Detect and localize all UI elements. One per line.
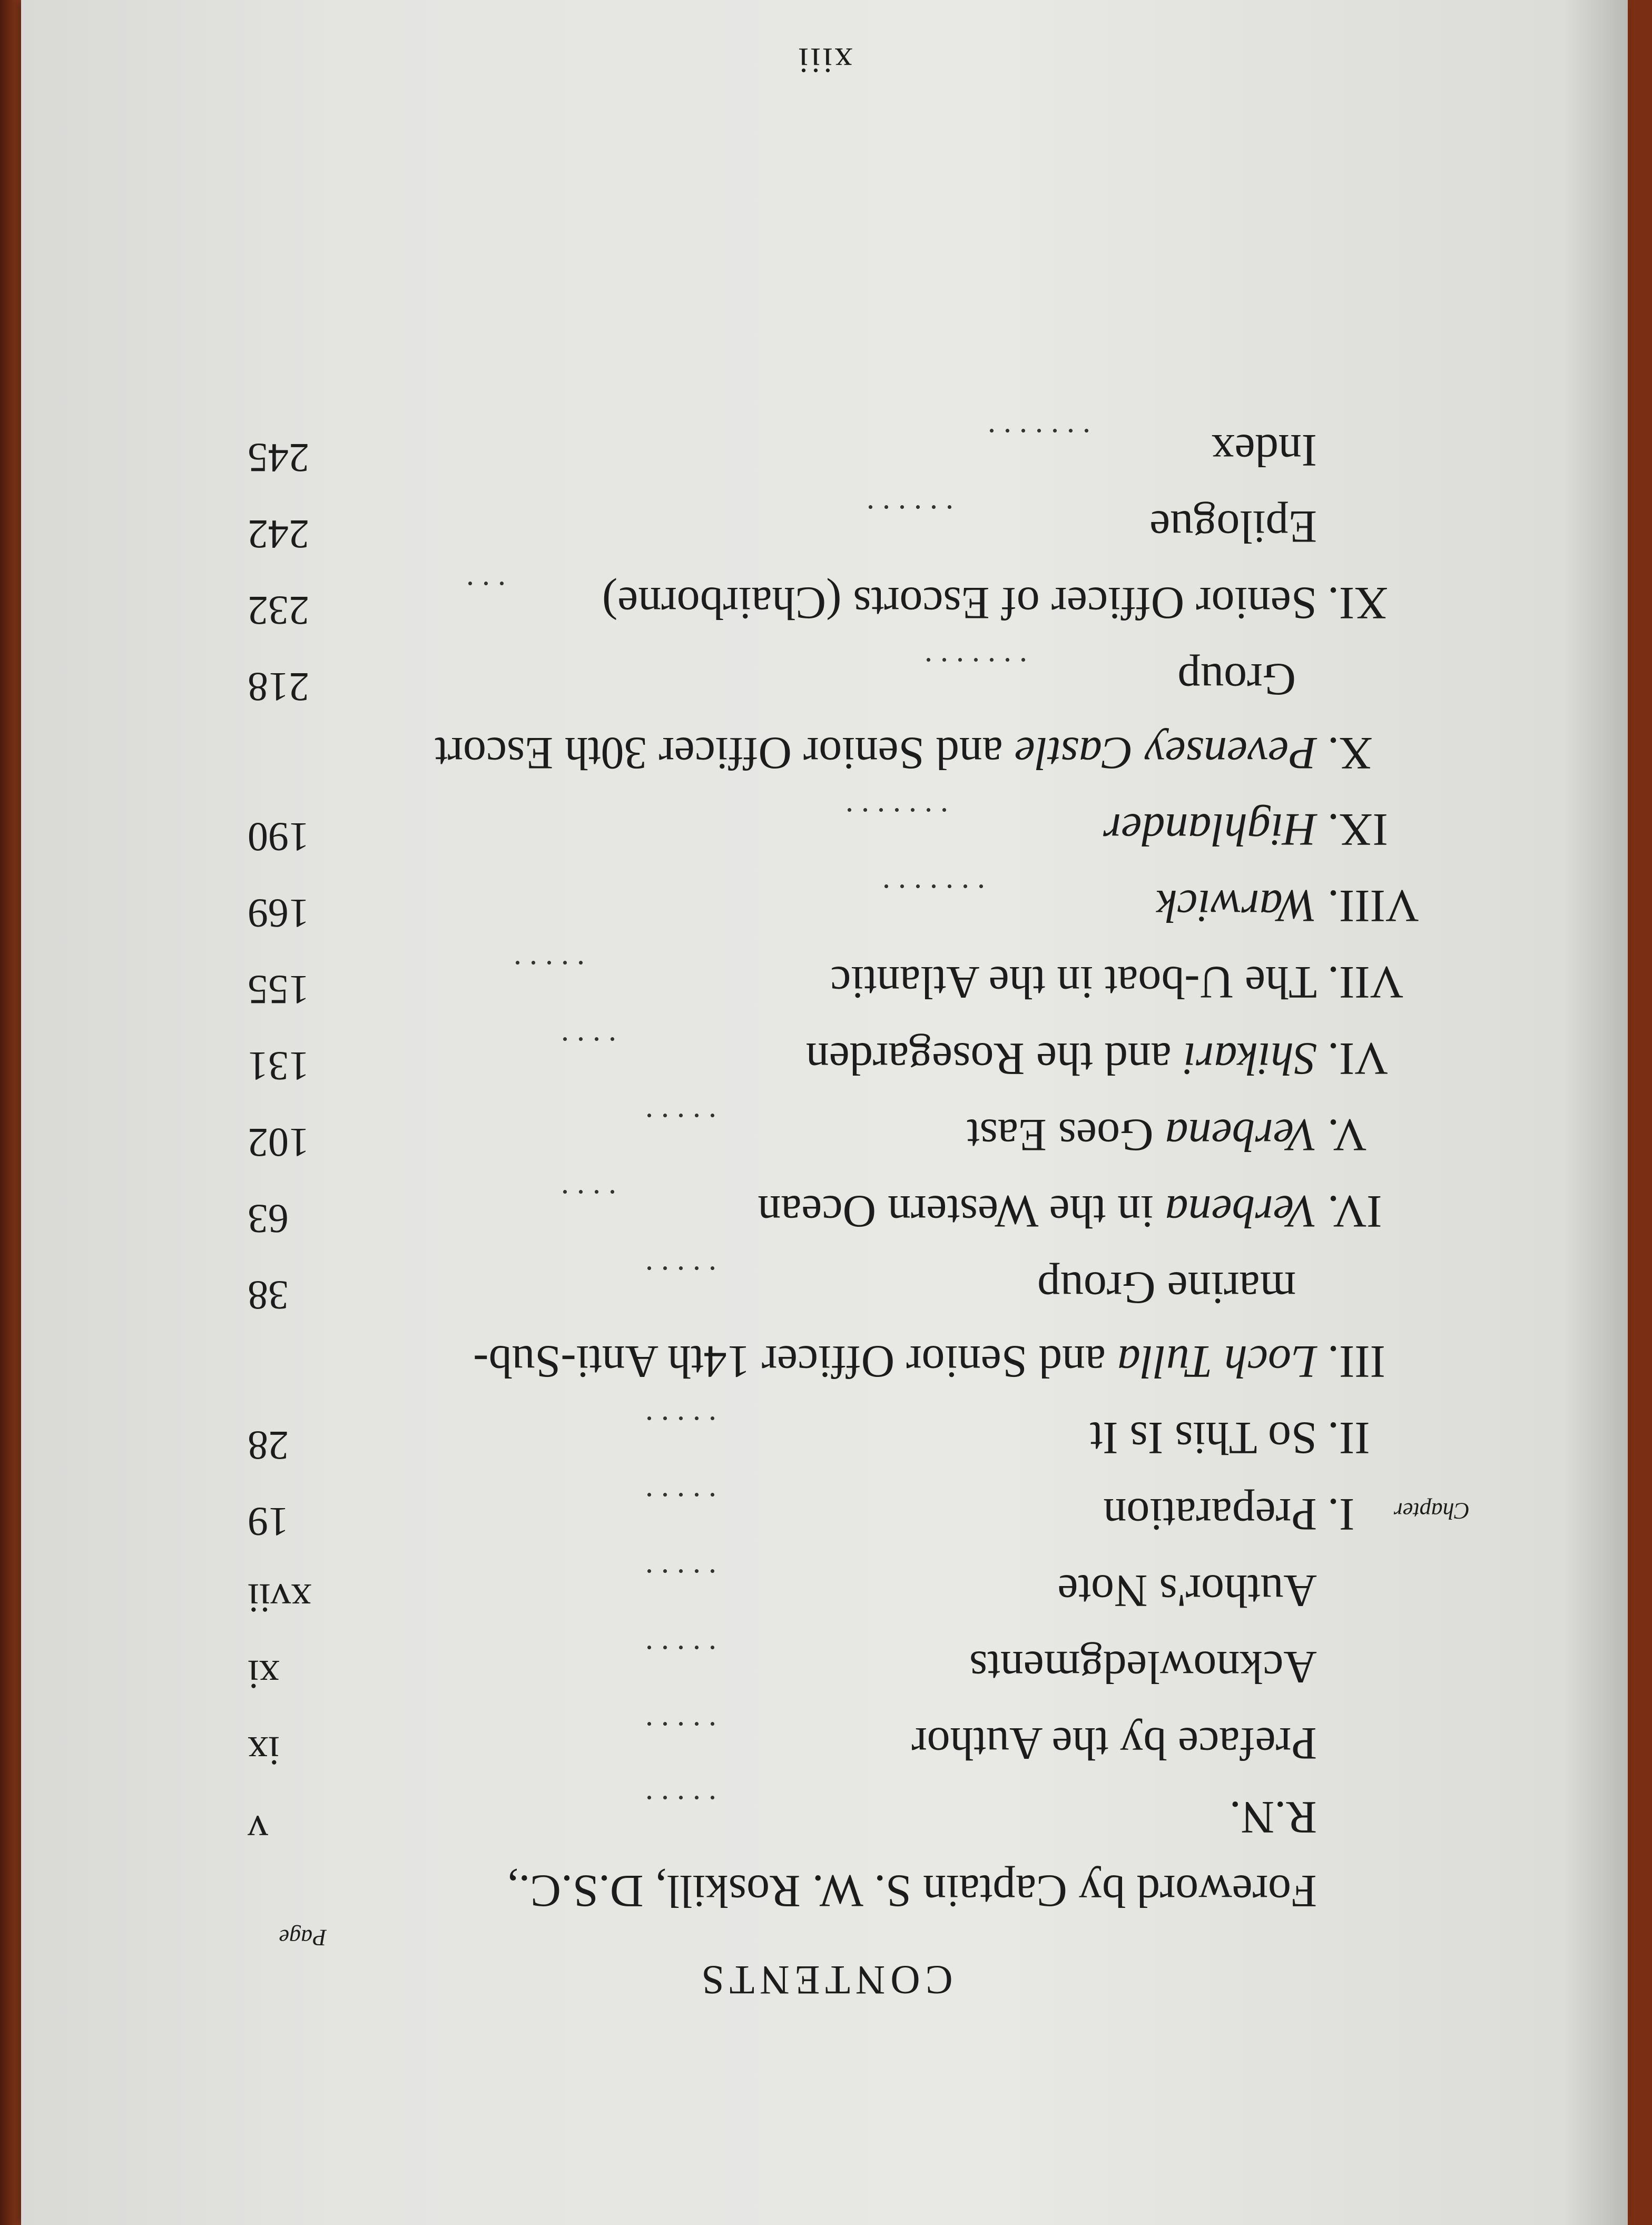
toc-entry-chapter-11	[421, 566, 1388, 639]
toc-page-number: 245	[248, 435, 309, 481]
toc-page-number: 169	[248, 891, 309, 937]
chapter-number: I.	[1328, 1489, 1355, 1540]
chapter-number: X.	[1328, 727, 1373, 779]
toc-page-number: 232	[248, 588, 309, 634]
toc-entry-title-rest: and the Rosegarden	[805, 1033, 1183, 1084]
chapter-number: IX.	[1328, 804, 1388, 855]
ship-name: Pevensey Castle	[1014, 727, 1317, 779]
toc-entry-title: Author's Note	[1057, 1565, 1317, 1616]
toc-leader-dots: . . . . .	[645, 1789, 716, 1824]
toc-entry-title: Preparation	[1103, 1489, 1317, 1540]
chapter-number: III.	[1328, 1336, 1385, 1387]
chapter-number: II.	[1328, 1412, 1370, 1463]
toc-page-number: 242	[248, 511, 309, 557]
chapter-number: VII.	[1328, 957, 1404, 1008]
ship-name: Verbena	[1165, 1186, 1317, 1237]
toc-page-number: 131	[248, 1043, 309, 1089]
toc-page-number: 19	[248, 1499, 289, 1545]
toc-entry-title-rest: in the Western Ocean	[758, 1186, 1165, 1237]
ship-name: Shikari	[1183, 1033, 1317, 1084]
chapter-number: XI.	[1328, 577, 1388, 628]
toc-page-number: ix	[248, 1728, 280, 1774]
toc-entry-title-cont: R.N.	[1229, 1791, 1317, 1843]
chapter-number: IV.	[1328, 1186, 1382, 1237]
toc-entry-title-rest: and Senior Officer 30th Escort	[435, 727, 1015, 779]
toc-leader-dots: . . . . .	[645, 1639, 716, 1674]
chapter-number: VIII.	[1328, 880, 1419, 931]
toc-leader-dots: . . . . .	[645, 1260, 716, 1295]
toc-entry-title: Preface by the Author	[911, 1718, 1317, 1769]
toc-page-number: 102	[248, 1120, 309, 1166]
page-title: CONTENTS	[696, 1957, 953, 2003]
toc-page-number: 38	[248, 1273, 289, 1318]
toc-entry-title-rest: and Senior Officer 14th Anti-Sub-	[473, 1336, 1118, 1387]
ship-name: Highlander	[1103, 804, 1317, 855]
toc-page-number: 155	[248, 967, 309, 1013]
contents-page-rotated	[21, 0, 1628, 2225]
toc-leader-dots: . . . . .	[645, 1716, 716, 1750]
toc-page-number: xvii	[248, 1576, 312, 1621]
toc-entry-title: The U-boat in the Atlantic	[830, 957, 1317, 1008]
toc-entry-title: So This Is It	[1089, 1412, 1317, 1463]
toc-entry-title-cont: marine Group	[1037, 1262, 1296, 1313]
chapter-number: V.	[1328, 1109, 1367, 1160]
toc-page-number: v	[248, 1807, 268, 1853]
ship-name: Loch Tulla	[1117, 1336, 1317, 1387]
toc-leader-dots: . . . . . .	[867, 499, 953, 534]
toc-entry-title-rest: Goes East	[967, 1109, 1165, 1160]
ship-name: Verbena	[1165, 1109, 1317, 1160]
toc-page-number: 28	[248, 1423, 289, 1469]
toc-entry-title: Foreword by Captain S. W. Roskill, D.S.C.,	[507, 1865, 1317, 1916]
toc-leader-dots: . . . . .	[514, 954, 585, 989]
toc-leader-dots: . . .	[466, 575, 506, 610]
toc-leader-dots: . . . . . . .	[925, 652, 1027, 686]
toc-leader-dots: . . . . . . .	[882, 878, 985, 913]
toc-page-number: 63	[248, 1196, 289, 1242]
page-folio: xiii	[796, 41, 853, 81]
book-page	[21, 0, 1628, 2225]
toc-leader-dots: . . . .	[561, 1031, 616, 1066]
toc-entry-title	[421, 716, 1317, 790]
ship-name: Warwick	[1156, 880, 1317, 931]
chapter-column-label: Chapter	[1393, 1498, 1470, 1524]
toc-entry-title: Acknowledgments	[969, 1641, 1317, 1692]
toc-leader-dots: . . . . .	[645, 1563, 716, 1598]
toc-leader-dots: . . . . .	[645, 1410, 716, 1445]
toc-leader-dots: . . . .	[561, 1184, 616, 1218]
toc-entry-title-cont: Group	[1177, 654, 1296, 705]
chapter-number: VI.	[1328, 1033, 1388, 1084]
toc-leader-dots: . . . . . . .	[988, 422, 1090, 457]
toc-page-number: xi	[248, 1652, 280, 1698]
toc-leader-dots: . . . . .	[645, 1107, 716, 1142]
toc-entry-title	[421, 1324, 1317, 1398]
toc-leader-dots: . . . . .	[645, 1486, 716, 1521]
toc-entry-title: Senior Officer of Escorts (Chairborne)	[602, 577, 1317, 628]
toc-entry-title: Epilogue	[1149, 501, 1317, 552]
toc-page-number: 218	[248, 664, 309, 710]
toc-entry-title: Index	[1211, 425, 1317, 476]
toc-page-number: 190	[248, 814, 309, 860]
toc-leader-dots: . . . . . . .	[845, 802, 948, 836]
page-column-label: Page	[279, 1925, 327, 1951]
